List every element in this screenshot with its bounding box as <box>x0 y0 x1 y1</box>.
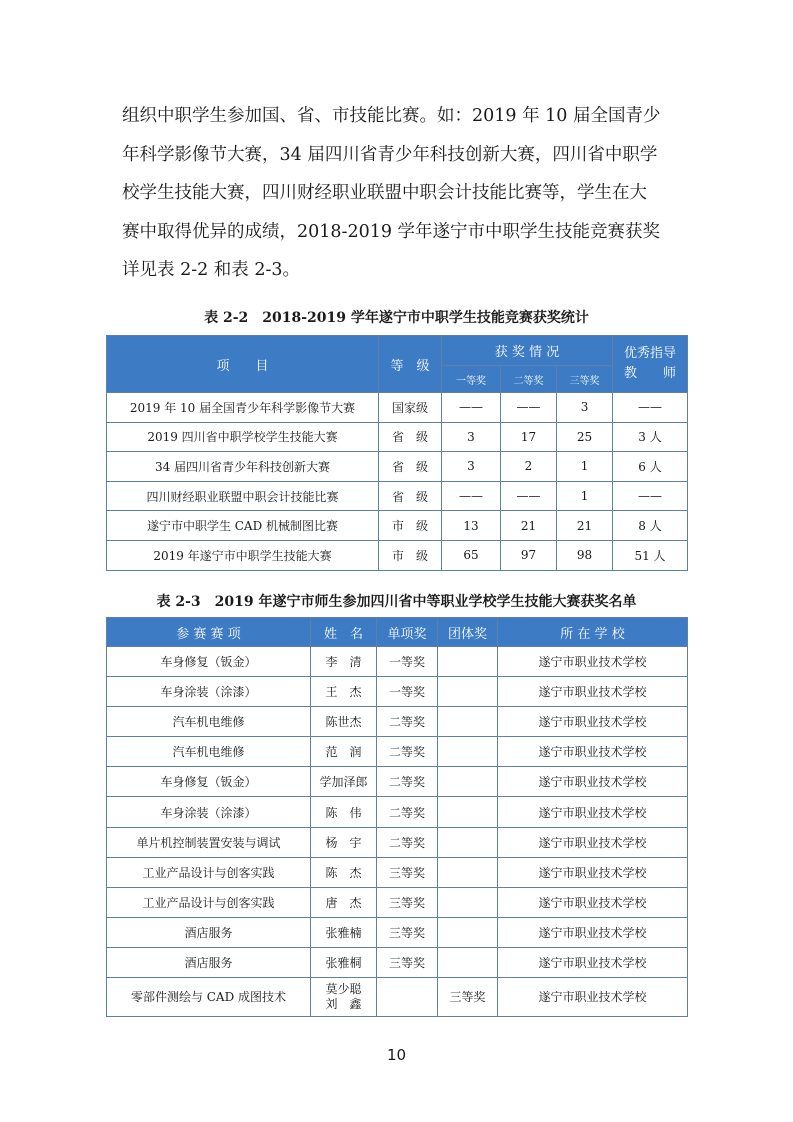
cell-school: 遂宁市职业技术学校 <box>498 827 688 857</box>
cell-single: 三等奖 <box>377 917 438 947</box>
cell-item: 2019 年 10 届全国青少年科学影像节大赛 <box>107 393 379 423</box>
table-row <box>107 737 688 767</box>
table-row <box>107 707 688 737</box>
cell-teacher: —— <box>613 393 688 423</box>
cell-name <box>311 978 377 1017</box>
header-third: 三等奖 <box>557 366 613 393</box>
cell-name-line1: 莫少聪 <box>325 982 362 997</box>
award-statistics-table <box>106 335 688 571</box>
header-item: 项 目 <box>107 336 379 393</box>
table-row <box>107 857 688 887</box>
cell-third: 3 <box>557 393 613 423</box>
cell-single: 二等奖 <box>377 797 438 827</box>
cell-item: 2019 年遂宁市中职学生技能大赛 <box>107 540 379 570</box>
table-row <box>107 481 688 511</box>
header-teacher-line2: 教 师 <box>624 366 677 381</box>
header-awards: 获 奖 情 况 <box>442 336 613 366</box>
cell-second: —— <box>501 393 557 423</box>
cell-event: 车身修复（钣金） <box>107 767 311 797</box>
cell-event: 车身涂装（涂漆） <box>107 677 311 707</box>
header-first: 一等奖 <box>442 366 501 393</box>
table-2-3-caption: 表 2-3 2019 年遂宁市师生参加四川省中等职业学校学生技能大赛获奖名单 <box>156 594 637 610</box>
cell-level: 省 级 <box>379 452 442 482</box>
header-school: 所 在 学 校 <box>498 618 688 647</box>
header-event: 参 赛 赛 项 <box>107 618 311 647</box>
cell-name: 陈 伟 <box>311 797 377 827</box>
cell-name: 李 清 <box>311 647 377 677</box>
cell-level: 市 级 <box>379 540 442 570</box>
cell-school: 遂宁市职业技术学校 <box>498 647 688 677</box>
cell-event: 汽车机电维修 <box>107 707 311 737</box>
cell-single: 一等奖 <box>377 677 438 707</box>
cell-third: 98 <box>557 540 613 570</box>
table-row <box>107 677 688 707</box>
cell-school: 遂宁市职业技术学校 <box>498 947 688 977</box>
cell-single: 三等奖 <box>377 947 438 977</box>
cell-third: 1 <box>557 481 613 511</box>
header-name: 姓 名 <box>311 618 377 647</box>
cell-single: 三等奖 <box>377 887 438 917</box>
cell-single: 三等奖 <box>377 857 438 887</box>
cell-team <box>438 887 498 917</box>
cell-event: 工业产品设计与创客实践 <box>107 857 311 887</box>
table-row <box>107 647 688 677</box>
cell-school: 遂宁市职业技术学校 <box>498 917 688 947</box>
paragraph-line: 详见表 2-2 和表 2-3。 <box>122 260 301 280</box>
cell-item: 2019 四川省中职学校学生技能大赛 <box>107 422 379 452</box>
award-winners-table <box>106 617 688 1017</box>
cell-teacher: 51 人 <box>613 540 688 570</box>
cell-school: 遂宁市职业技术学校 <box>498 737 688 767</box>
cell-event: 零部件测绘与 CAD 成图技术 <box>107 978 311 1017</box>
cell-name: 陈 杰 <box>311 857 377 887</box>
cell-single <box>377 978 438 1017</box>
cell-school: 遂宁市职业技术学校 <box>498 978 688 1017</box>
cell-teacher: 8 人 <box>613 511 688 541</box>
cell-name: 杨 宇 <box>311 827 377 857</box>
cell-item: 34 届四川省青少年科技创新大赛 <box>107 452 379 482</box>
cell-name: 学加泽郎 <box>311 767 377 797</box>
cell-team <box>438 917 498 947</box>
body-paragraph <box>122 97 682 290</box>
table-row <box>107 827 688 857</box>
cell-event: 酒店服务 <box>107 917 311 947</box>
cell-first: 3 <box>442 452 501 482</box>
header-teacher-line1: 优秀指导 <box>624 346 677 361</box>
cell-event: 工业产品设计与创客实践 <box>107 887 311 917</box>
cell-team <box>438 857 498 887</box>
table-row <box>107 511 688 541</box>
cell-name: 张雅楠 <box>311 917 377 947</box>
cell-teacher: —— <box>613 481 688 511</box>
cell-team: 三等奖 <box>438 978 498 1017</box>
table-row <box>107 887 688 917</box>
cell-single: 二等奖 <box>377 707 438 737</box>
cell-name-line2: 刘 鑫 <box>325 997 362 1012</box>
cell-single: 二等奖 <box>377 827 438 857</box>
header-level: 等 级 <box>379 336 442 393</box>
cell-name: 王 杰 <box>311 677 377 707</box>
cell-first: —— <box>442 393 501 423</box>
cell-school: 遂宁市职业技术学校 <box>498 707 688 737</box>
cell-team <box>438 677 498 707</box>
table-row <box>107 540 688 570</box>
cell-team <box>438 827 498 857</box>
cell-first: 13 <box>442 511 501 541</box>
cell-second: 21 <box>501 511 557 541</box>
table-row <box>107 422 688 452</box>
cell-teacher: 6 人 <box>613 452 688 482</box>
header-teacher <box>613 336 688 393</box>
cell-event: 单片机控制装置安装与调试 <box>107 827 311 857</box>
table-row <box>107 767 688 797</box>
paragraph-line: 组织中职学生参加国、省、市技能比赛。如：2019 年 10 届全国青少 <box>122 106 661 126</box>
header-team: 团体奖 <box>438 618 498 647</box>
cell-single: 一等奖 <box>377 647 438 677</box>
cell-event: 酒店服务 <box>107 947 311 977</box>
cell-school: 遂宁市职业技术学校 <box>498 677 688 707</box>
cell-team <box>438 797 498 827</box>
table-row <box>107 917 688 947</box>
cell-teacher: 3 人 <box>613 422 688 452</box>
cell-single: 二等奖 <box>377 737 438 767</box>
cell-team <box>438 707 498 737</box>
cell-first: 3 <box>442 422 501 452</box>
page-number: 10 <box>386 1046 407 1064</box>
cell-name: 陈世杰 <box>311 707 377 737</box>
cell-item: 遂宁市中职学生 CAD 机械制图比赛 <box>107 511 379 541</box>
cell-first: 65 <box>442 540 501 570</box>
table-2-2-caption: 表 2-2 2018-2019 学年遂宁市中职学生技能竞赛获奖统计 <box>204 310 589 326</box>
cell-single: 二等奖 <box>377 767 438 797</box>
cell-team <box>438 947 498 977</box>
table-row <box>107 393 688 423</box>
header-single: 单项奖 <box>377 618 438 647</box>
cell-school: 遂宁市职业技术学校 <box>498 767 688 797</box>
cell-team <box>438 647 498 677</box>
cell-item: 四川财经职业联盟中职会计技能比赛 <box>107 481 379 511</box>
table-row <box>107 452 688 482</box>
cell-level: 国家级 <box>379 393 442 423</box>
cell-third: 1 <box>557 452 613 482</box>
paragraph-line: 年科学影像节大赛，34 届四川省青少年科技创新大赛，四川省中职学 <box>122 144 658 165</box>
table-row <box>107 947 688 977</box>
cell-first: —— <box>442 481 501 511</box>
paragraph-line: 赛中取得优异的成绩，2018-2019 学年遂宁市中职学生技能竞赛获奖 <box>122 221 661 242</box>
cell-event: 车身涂装（涂漆） <box>107 797 311 827</box>
cell-event: 汽车机电维修 <box>107 737 311 767</box>
cell-third: 25 <box>557 422 613 452</box>
table-row <box>107 978 688 1017</box>
cell-level: 市 级 <box>379 511 442 541</box>
cell-level: 省 级 <box>379 481 442 511</box>
cell-level: 省 级 <box>379 422 442 452</box>
cell-second: 97 <box>501 540 557 570</box>
cell-name: 唐 杰 <box>311 887 377 917</box>
cell-third: 21 <box>557 511 613 541</box>
header-second: 二等奖 <box>501 366 557 393</box>
cell-name: 张雅桐 <box>311 947 377 977</box>
cell-team <box>438 737 498 767</box>
cell-second: 2 <box>501 452 557 482</box>
cell-second: —— <box>501 481 557 511</box>
table-row <box>107 797 688 827</box>
cell-name: 范 润 <box>311 737 377 767</box>
paragraph-line: 校学生技能大赛，四川财经职业联盟中职会计技能比赛等，学生在大 <box>122 183 647 203</box>
cell-event: 车身修复（钣金） <box>107 647 311 677</box>
cell-school: 遂宁市职业技术学校 <box>498 857 688 887</box>
cell-team <box>438 767 498 797</box>
cell-school: 遂宁市职业技术学校 <box>498 887 688 917</box>
cell-school: 遂宁市职业技术学校 <box>498 797 688 827</box>
cell-second: 17 <box>501 422 557 452</box>
